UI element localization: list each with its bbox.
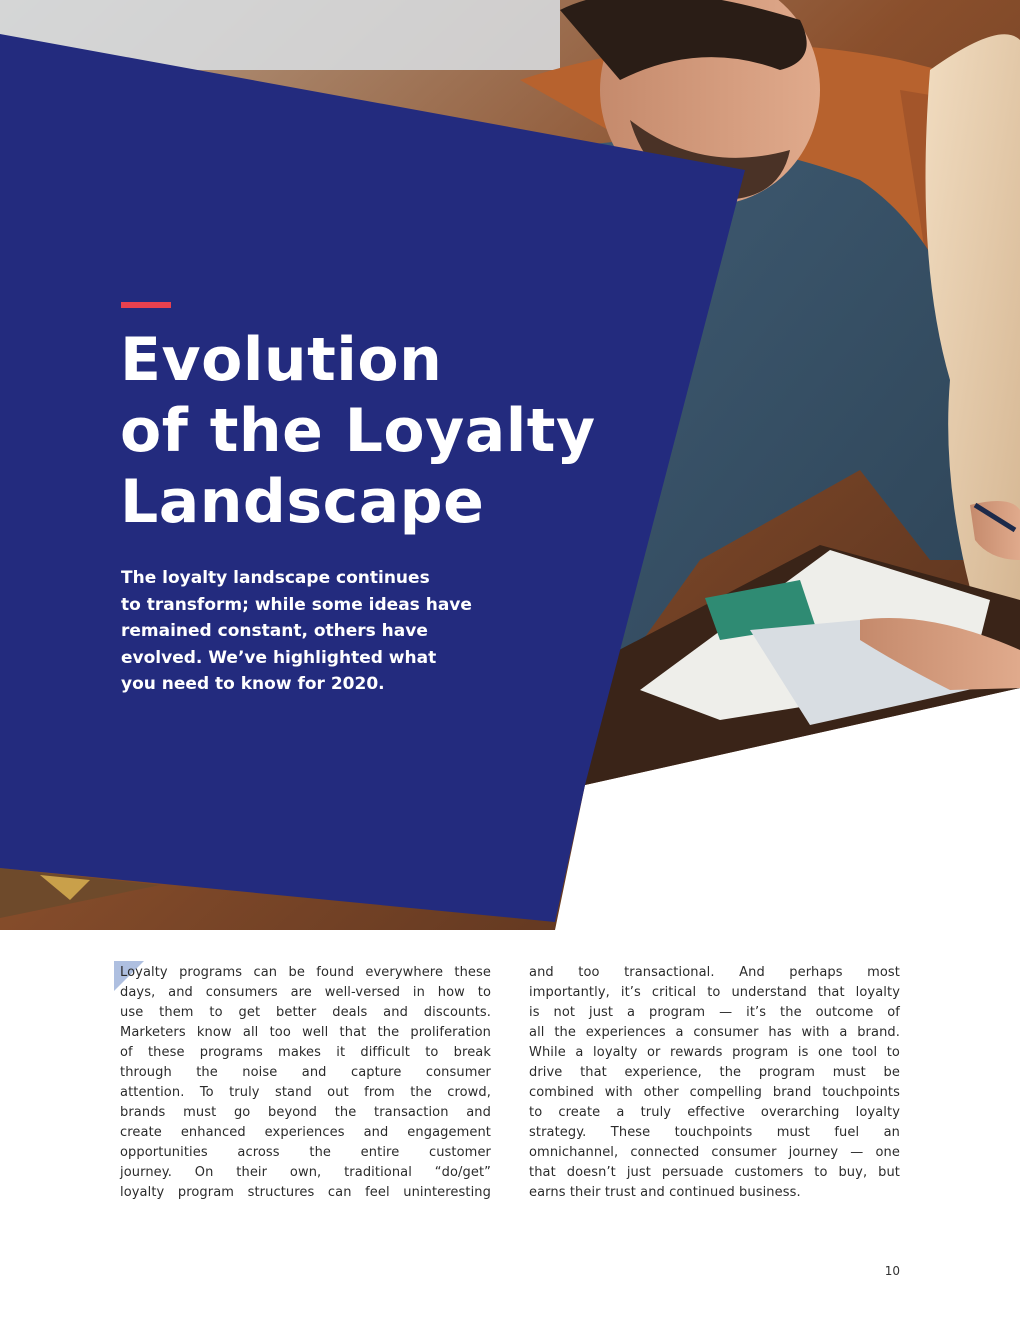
body-column-left (120, 963, 491, 1203)
body-line: days, and consumers are well-versed in how to (120, 985, 491, 1000)
body-line: opportunities across the entire customer (120, 1145, 491, 1160)
body-line: While a loyalty or rewards program is one tool to (529, 1045, 900, 1060)
intro-line: you need to know for 2020. (121, 674, 385, 694)
page-title-line: of the Loyalty (120, 396, 596, 466)
body-line: combined with other compelling brand touchpoints (529, 1085, 900, 1100)
body-line: is not just a program — it’s the outcome of (529, 1005, 900, 1020)
page-title-line: Landscape (120, 467, 485, 537)
body-line: of these programs makes it difficult to break (120, 1045, 491, 1060)
body-line: importantly, it’s critical to understand that loyalty (529, 985, 900, 1000)
intro-line: remained constant, others have (121, 621, 428, 641)
page-title (120, 325, 640, 538)
body-line: Loyalty programs can be found everywhere these (120, 965, 491, 980)
intro-line: The loyalty landscape continues (121, 568, 430, 588)
body-line: journey. On their own, traditional “do/get” (120, 1165, 491, 1180)
body-line: drive that experience, the program must be (529, 1065, 900, 1080)
body-line: that doesn’t just persuade customers to buy, but (529, 1165, 900, 1180)
page-number: 10 (884, 1264, 900, 1278)
body-line: through the noise and capture consumer (120, 1065, 491, 1080)
body-line: strategy. These touchpoints must fuel an (529, 1125, 900, 1140)
body-line: loyalty program structures can feel uninteresting (120, 1185, 491, 1200)
body-line: Marketers know all too well that the proliferation (120, 1025, 491, 1040)
page-title-line: Evolution (120, 325, 443, 395)
body-line: attention. To truly stand out from the crowd, (120, 1085, 491, 1100)
intro-line: to transform; while some ideas have (121, 594, 472, 615)
intro-text (121, 565, 501, 698)
intro-line: evolved. We’ve highlighted what (121, 647, 437, 668)
body-line: brands must go beyond the transaction and (120, 1105, 491, 1120)
body-line: all the experiences a consumer has with a brand. (529, 1025, 900, 1040)
body-line: create enhanced experiences and engagement (120, 1125, 491, 1140)
body-line: use them to get better deals and discounts. (120, 1005, 491, 1020)
body-column-right (529, 963, 900, 1203)
body-line: and too transactional. And perhaps most (529, 965, 900, 980)
body-line: earns their trust and continued business. (529, 1185, 801, 1200)
body-line: omnichannel, connected consumer journey — one (529, 1145, 900, 1160)
title-accent-bar (121, 302, 171, 308)
body-line: to create a truly effective overarching loyalty (529, 1105, 900, 1120)
